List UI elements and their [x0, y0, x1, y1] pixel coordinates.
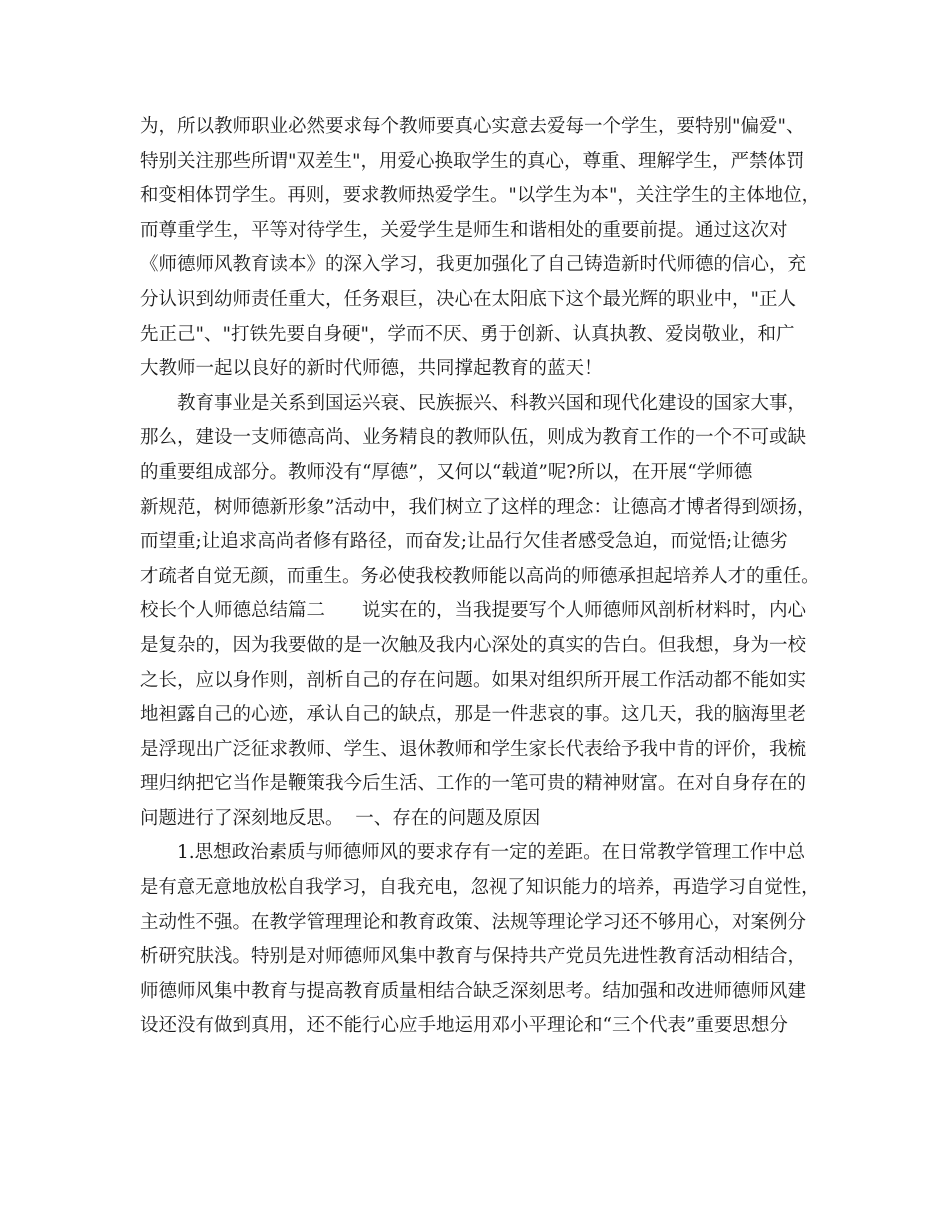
text-line: 才疏者自觉无颜，而重生。务必使我校教师能以高尚的师德承担起培养人才的重任。 [140, 565, 820, 587]
text-line: 大教师一起以良好的新时代师德，共同撑起教育的蓝天！ [140, 358, 603, 380]
text-line: 问题进行了深刻地反思。 一、存在的问题及原因 [140, 807, 541, 829]
text-line: 师德师风集中教育与提高教育质量相结合缺乏深刻思考。结加强和改进师德师风建 [140, 980, 807, 1002]
text-line: 理归纳把它当作是鞭策我今后生活、工作的一笔可贵的精神财富。在对自身存在的 [140, 773, 807, 795]
text-line: 之长，应以身作则，剖析自己的存在问题。如果对组织所开展工作活动都不能如实 [140, 669, 807, 691]
text-line: 地袒露自己的心迹，承认自己的缺点，那是一件悲哀的事。这几天，我的脑海里老 [140, 704, 807, 726]
text-line: 《师德师风教育读本》的深入学习，我更加强化了自己铸造新时代师德的信心，充 [140, 254, 807, 276]
text-line: 主动性不强。在教学管理理论和教育政策、法规等理论学习还不够用心，对案例分 [140, 911, 807, 933]
text-line: 那么，建设一支师德高尚、业务精良的教师队伍，则成为教育工作的一个不可或缺 [140, 427, 807, 449]
text-line: 和变相体罚学生。再则，要求教师热爱学生。"以学生为本"，关注学生的主体地位， [140, 185, 821, 207]
text-line: 新规范，树师德新形象”活动中，我们树立了这样的理念：让德高才博者得到颂扬， [140, 496, 816, 518]
document-body [140, 110, 820, 1044]
text-line: 是浮现出广泛征求教师、学生、退休教师和学生家长代表给予我中肯的评价，我梳 [140, 738, 807, 760]
text-line: 分认识到幼师责任重大，任务艰巨，决心在太阳底下这个最光辉的职业中，"正人 [140, 288, 797, 310]
text-line: 先正己"、"打铁先要自身硬"，学而不厌、勇于创新、认真执教、爱岗敬业，和广 [140, 323, 795, 345]
text-line: 析研究肤浅。特别是对师德师风集中教育与保持共产党员先进性教育活动相结合， [140, 946, 807, 968]
text-line: 1.思想政治素质与师德师风的要求存有一定的差距。在日常教学管理工作中总 [140, 842, 806, 864]
text-line: 而尊重学生，平等对待学生，关爱学生是师生和谐相处的重要前提。通过这次对 [140, 219, 788, 241]
text-line: 的重要组成部分。教师没有“厚德”，又何以“载道”呢?所以，在开展“学师德 [140, 461, 753, 483]
text-line: 为，所以教师职业必然要求每个教师要真心实意去爱每一个学生，要特别"偏爱"、 [140, 116, 805, 137]
text-line: 特别关注那些所谓"双差生"，用爱心换取学生的真心，尊重、理解学生，严禁体罚 [140, 150, 805, 172]
text-line: 教育事业是关系到国运兴衰、民族振兴、科教兴国和现代化建设的国家大事， [140, 392, 807, 414]
text-line: 是复杂的，因为我要做的是一次触及我内心深处的真实的告白。但我想，身为一校 [140, 634, 807, 656]
section-heading-line: 校长个人师德总结篇二 说实在的，当我提要写个人师德师风剖析材料时，内心 [140, 600, 807, 622]
text-line: 是有意无意地放松自我学习，自我充电，忽视了知识能力的培养，再造学习自觉性， [140, 877, 820, 899]
text-line: 而望重;让追求高尚者修有路径，而奋发;让品行欠佳者感受急迫，而觉悟;让德劣 [140, 531, 788, 553]
text-line: 设还没有做到真用，还不能行心应手地运用邓小平理论和“三个代表”重要思想分 [140, 1015, 788, 1037]
